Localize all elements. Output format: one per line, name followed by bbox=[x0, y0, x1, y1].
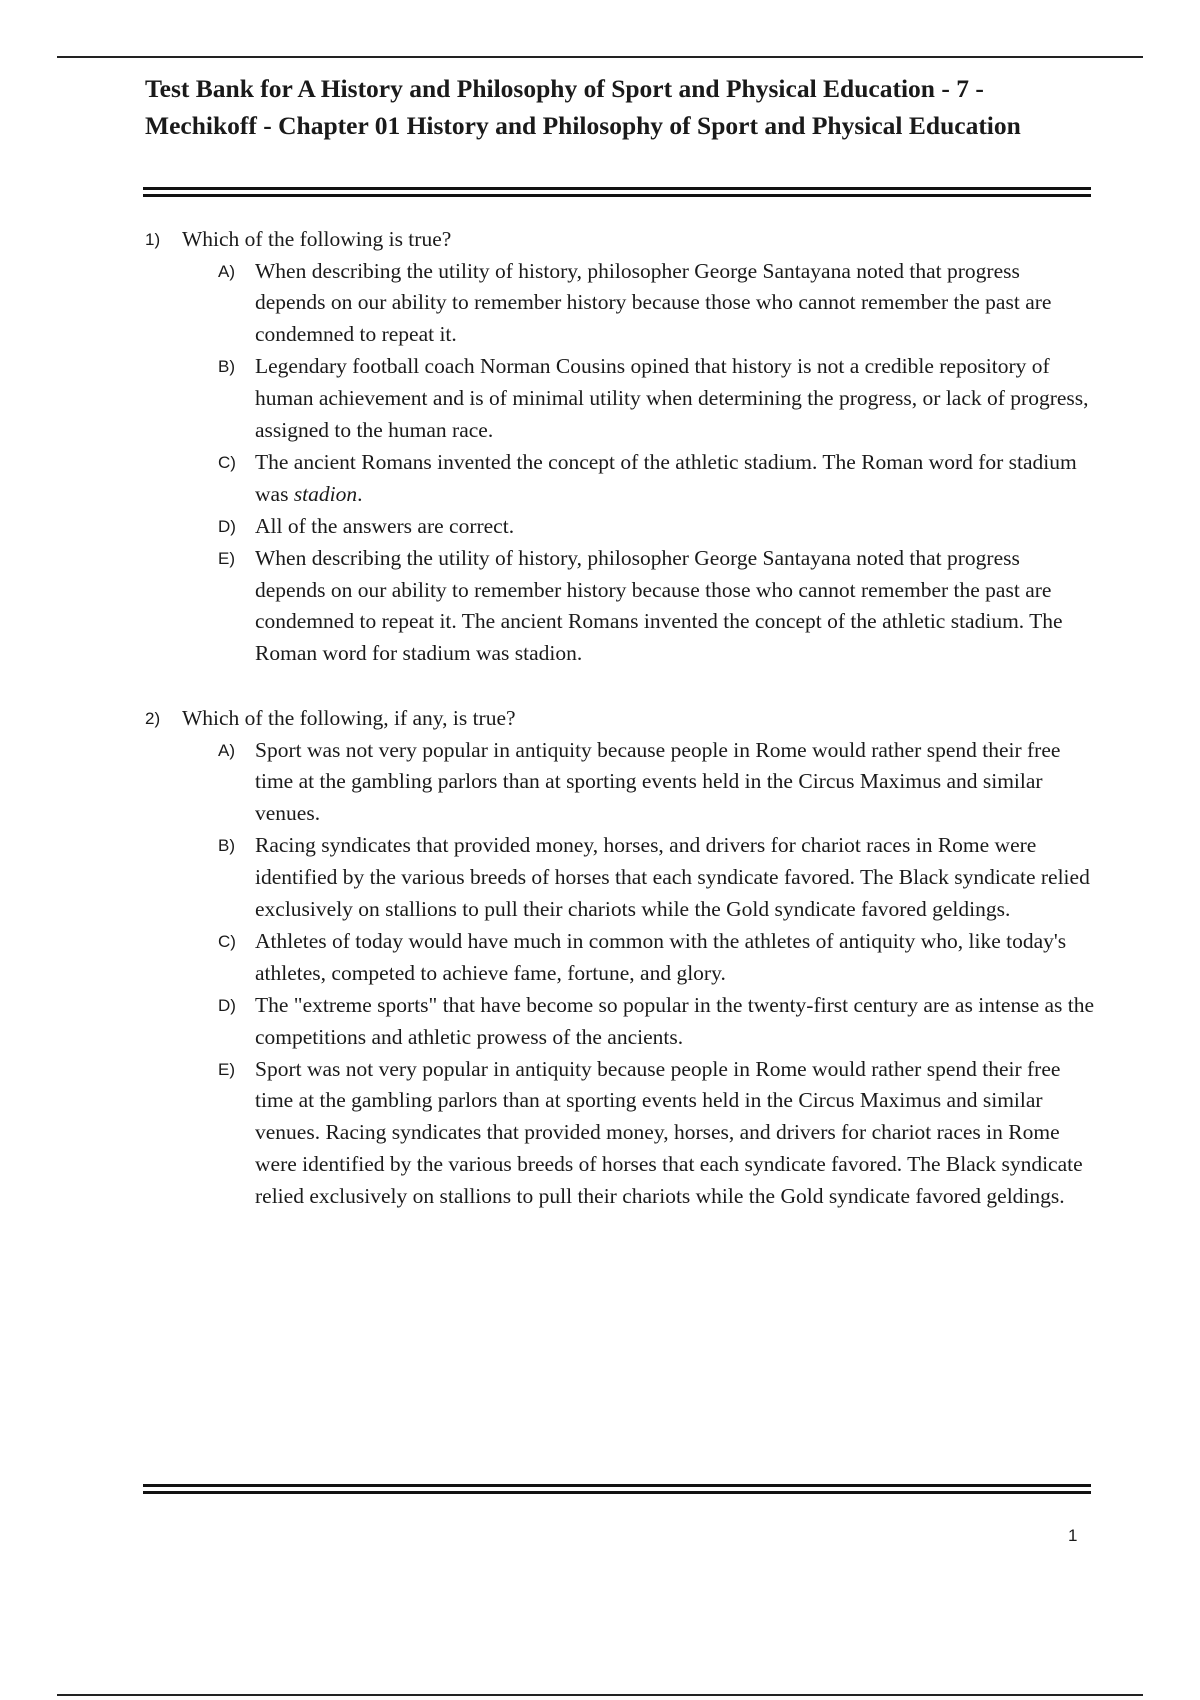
choice-letter: A) bbox=[218, 740, 235, 760]
question-text: Which of the following, if any, is true? bbox=[182, 706, 516, 730]
choice-text: Sport was not very popular in antiquity because people in Rome would rather spend their free time at the gambling parlors than at sporting events held in the Circus Maximus and similar venues. bbox=[255, 737, 1061, 826]
question-2 bbox=[145, 703, 1095, 1213]
answer-choice-a bbox=[218, 735, 1095, 831]
choice-letter: C) bbox=[218, 931, 236, 951]
choice-text: Athletes of today would have much in common with the athletes of antiquity who, like today's athletes, competed to achieve fame, fortune, and glory. bbox=[255, 928, 1067, 985]
choice-text: Racing syndicates that provided money, horses, and drivers for chariot races in Rome were identified by the various breeds of horses that each syndicate favored. The Black syndicate relied exclusively on stallions to pull their chariots while the Gold syndicate favored geldings. bbox=[255, 833, 1090, 922]
answer-choices bbox=[145, 256, 1095, 671]
answer-choice-d bbox=[218, 990, 1095, 1054]
choice-text-italic: stadion bbox=[293, 481, 358, 506]
choice-letter: C) bbox=[218, 452, 236, 472]
choice-text-after: . bbox=[357, 481, 363, 506]
choice-letter: D) bbox=[218, 516, 236, 536]
choice-text: When describing the utility of history, philosopher George Santayana noted that progress depends on our ability to remember history because those who cannot remember the past are condemned to repeat it. The ancient Romans invented the concept of the athletic stadium. The Roman word for stadium was stadion. bbox=[255, 545, 1063, 666]
question-number: 2) bbox=[145, 709, 161, 728]
question-number: 1) bbox=[145, 230, 161, 249]
choice-letter: A) bbox=[218, 261, 235, 281]
choice-text: Legendary football coach Norman Cousins opined that history is not a credible repository of human achievement and is of minimal utility when determining the progress, or lack of progress, assigned to the human race. bbox=[255, 354, 1089, 443]
choice-text: When describing the utility of history, philosopher George Santayana noted that progress depends on our ability to remember history because those who cannot remember the past are condemned to repeat it. bbox=[255, 258, 1052, 347]
choice-text: Sport was not very popular in antiquity because people in Rome would rather spend their free time at the gambling parlors than at sporting events held in the Circus Maximus and similar venues. Racing syndicates that provided money, horses, and drivers for chariot races in Rome were identified by the various breeds of horses that each syndicate favored. The Black syndicate relied exclusively on stallions to pull their chariots while the Gold syndicate favored geldings. bbox=[255, 1056, 1083, 1209]
answer-choice-e bbox=[218, 1054, 1095, 1214]
answer-choice-b bbox=[218, 830, 1095, 926]
question-1 bbox=[145, 224, 1095, 670]
choice-letter: E) bbox=[218, 1059, 235, 1079]
choice-text bbox=[255, 447, 1095, 511]
question-stem bbox=[145, 224, 1095, 256]
answer-choice-c bbox=[218, 447, 1095, 511]
choice-letter: E) bbox=[218, 548, 235, 568]
answer-choice-e bbox=[218, 543, 1095, 671]
choice-letter: B) bbox=[218, 357, 235, 377]
question-text: Which of the following is true? bbox=[182, 227, 452, 251]
answer-choice-d bbox=[218, 511, 1095, 543]
answer-choices bbox=[145, 735, 1095, 1214]
answer-choice-a bbox=[218, 256, 1095, 352]
answer-choice-c bbox=[218, 926, 1095, 990]
footer-double-rule bbox=[143, 1484, 1091, 1494]
question-stem bbox=[145, 703, 1095, 735]
choice-text: The "extreme sports" that have become so popular in the twenty-first century are as intense as the competitions and athletic prowess of the ancients. bbox=[255, 992, 1095, 1049]
choice-letter: B) bbox=[218, 836, 235, 856]
bottom-page-rule bbox=[57, 1694, 1143, 1696]
answer-choice-b bbox=[218, 351, 1095, 447]
top-page-rule bbox=[57, 56, 1143, 58]
choice-text-before: The ancient Romans invented the concept of the athletic stadium. The Roman word for stadium was bbox=[255, 449, 1077, 506]
choice-letter: D) bbox=[218, 995, 236, 1015]
document-title: Test Bank for A History and Philosophy of Sport and Physical Education - 7 - Mechikoff - Chapter 01 History and Philosophy of Sport and Physical Education bbox=[145, 74, 1021, 140]
choice-text: All of the answers are correct. bbox=[255, 513, 515, 538]
page-number: 1 bbox=[1068, 1526, 1078, 1545]
title-double-rule bbox=[143, 187, 1091, 197]
